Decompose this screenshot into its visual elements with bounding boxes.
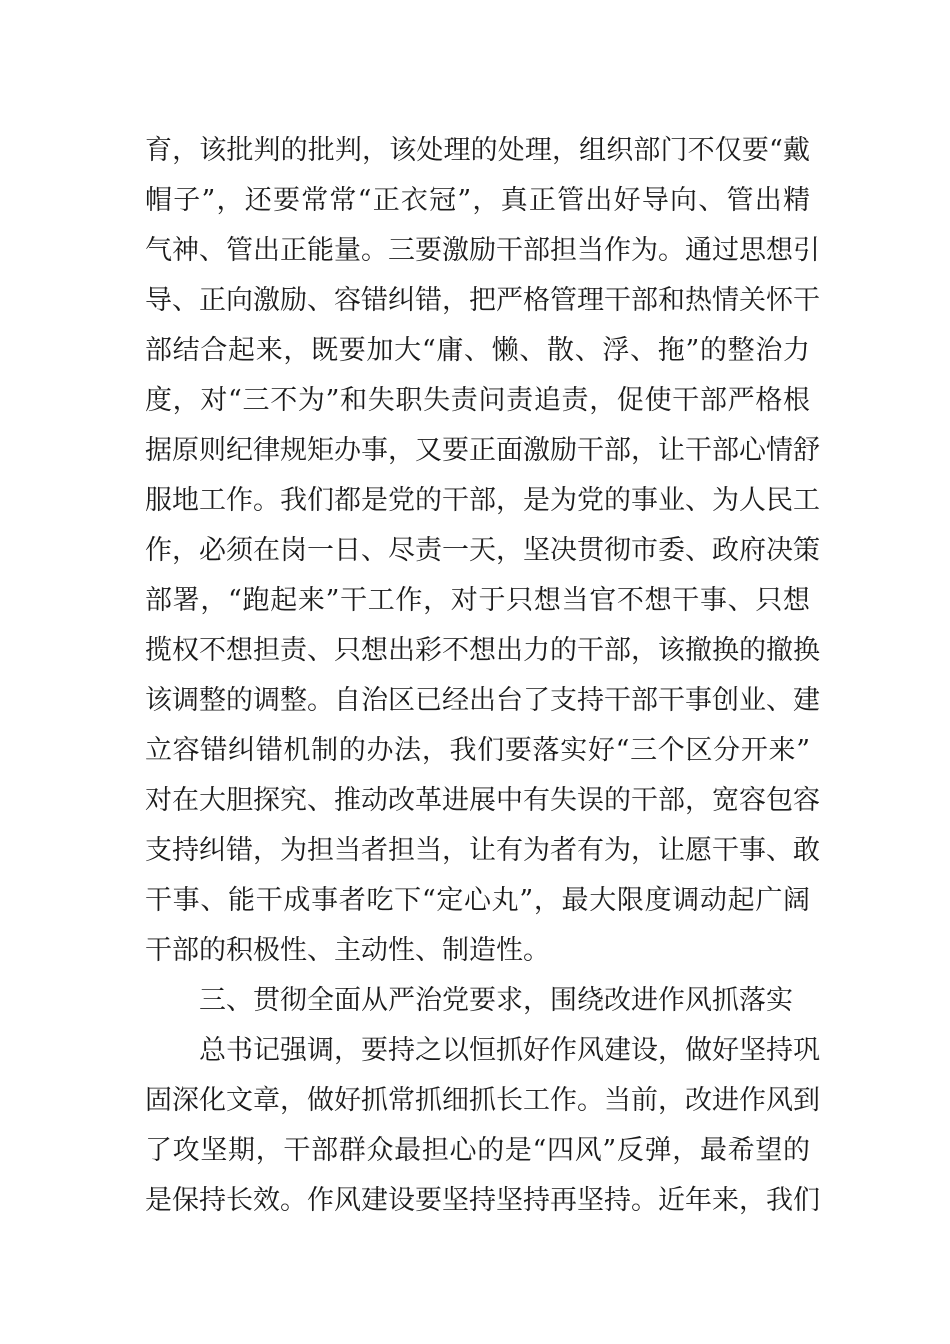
paragraph-line: 据原则纪律规矩办事，又要正面激励干部，让干部心情舒 (145, 435, 820, 466)
paragraph-line: 部署，“跑起来”干工作，对于只想当官不想干事、只想 (145, 585, 810, 616)
paragraph-line: 作，必须在岗一日、尽责一天，坚决贯彻市委、政府决策 (145, 535, 820, 566)
paragraph-line: 是保持长效。作风建设要坚持坚持再坚持。近年来，我们 (145, 1185, 820, 1216)
paragraph-line: 支持纠错，为担当者担当，让有为者有为，让愿干事、敢 (145, 835, 820, 866)
paragraph-line: 固深化文章，做好抓常抓细抓长工作。当前，改进作风到 (145, 1085, 820, 1116)
body-text (145, 126, 820, 1226)
paragraph-line: 了攻坚期，干部群众最担心的是“四风”反弹，最希望的 (145, 1135, 810, 1166)
paragraph-line: 揽权不想担责、只想出彩不想出力的干部，该撤换的撤换 (145, 635, 820, 666)
paragraph-line: 部结合起来，既要加大“庸、懒、散、浮、拖”的整治力 (145, 335, 810, 366)
paragraph-line: 对在大胆探究、推动改革进展中有失误的干部，宽容包容 (145, 785, 820, 816)
paragraph-line: 气神、管出正能量。三要激励干部担当作为。通过思想引 (145, 235, 820, 266)
paragraph-line: 导、正向激励、容错纠错，把严格管理干部和热情关怀干 (145, 285, 820, 316)
paragraph-line: 总书记强调，要持之以恒抓好作风建设，做好坚持巩 (199, 1035, 820, 1066)
paragraph-line: 该调整的调整。自治区已经出台了支持干部干事创业、建 (145, 685, 820, 716)
paragraph-line: 帽子”，还要常常“正衣冠”，真正管出好导向、管出精 (145, 185, 810, 216)
paragraph-line: 立容错纠错机制的办法，我们要落实好“三个区分开来” (145, 735, 810, 766)
paragraph-line: 干部的积极性、主动性、制造性。 (145, 935, 550, 966)
paragraph-line: 度，对“三不为”和失职失责问责追责，促使干部严格根 (145, 385, 810, 416)
paragraph-line: 干事、能干成事者吃下“定心丸”，最大限度调动起广阔 (145, 885, 810, 916)
section-heading: 三、贯彻全面从严治党要求，围绕改进作风抓落实 (199, 985, 793, 1016)
paragraph-line: 育，该批判的批判，该处理的处理，组织部门不仅要“戴 (145, 135, 810, 166)
paragraph-line: 服地工作。我们都是党的干部，是为党的事业、为人民工 (145, 485, 820, 516)
